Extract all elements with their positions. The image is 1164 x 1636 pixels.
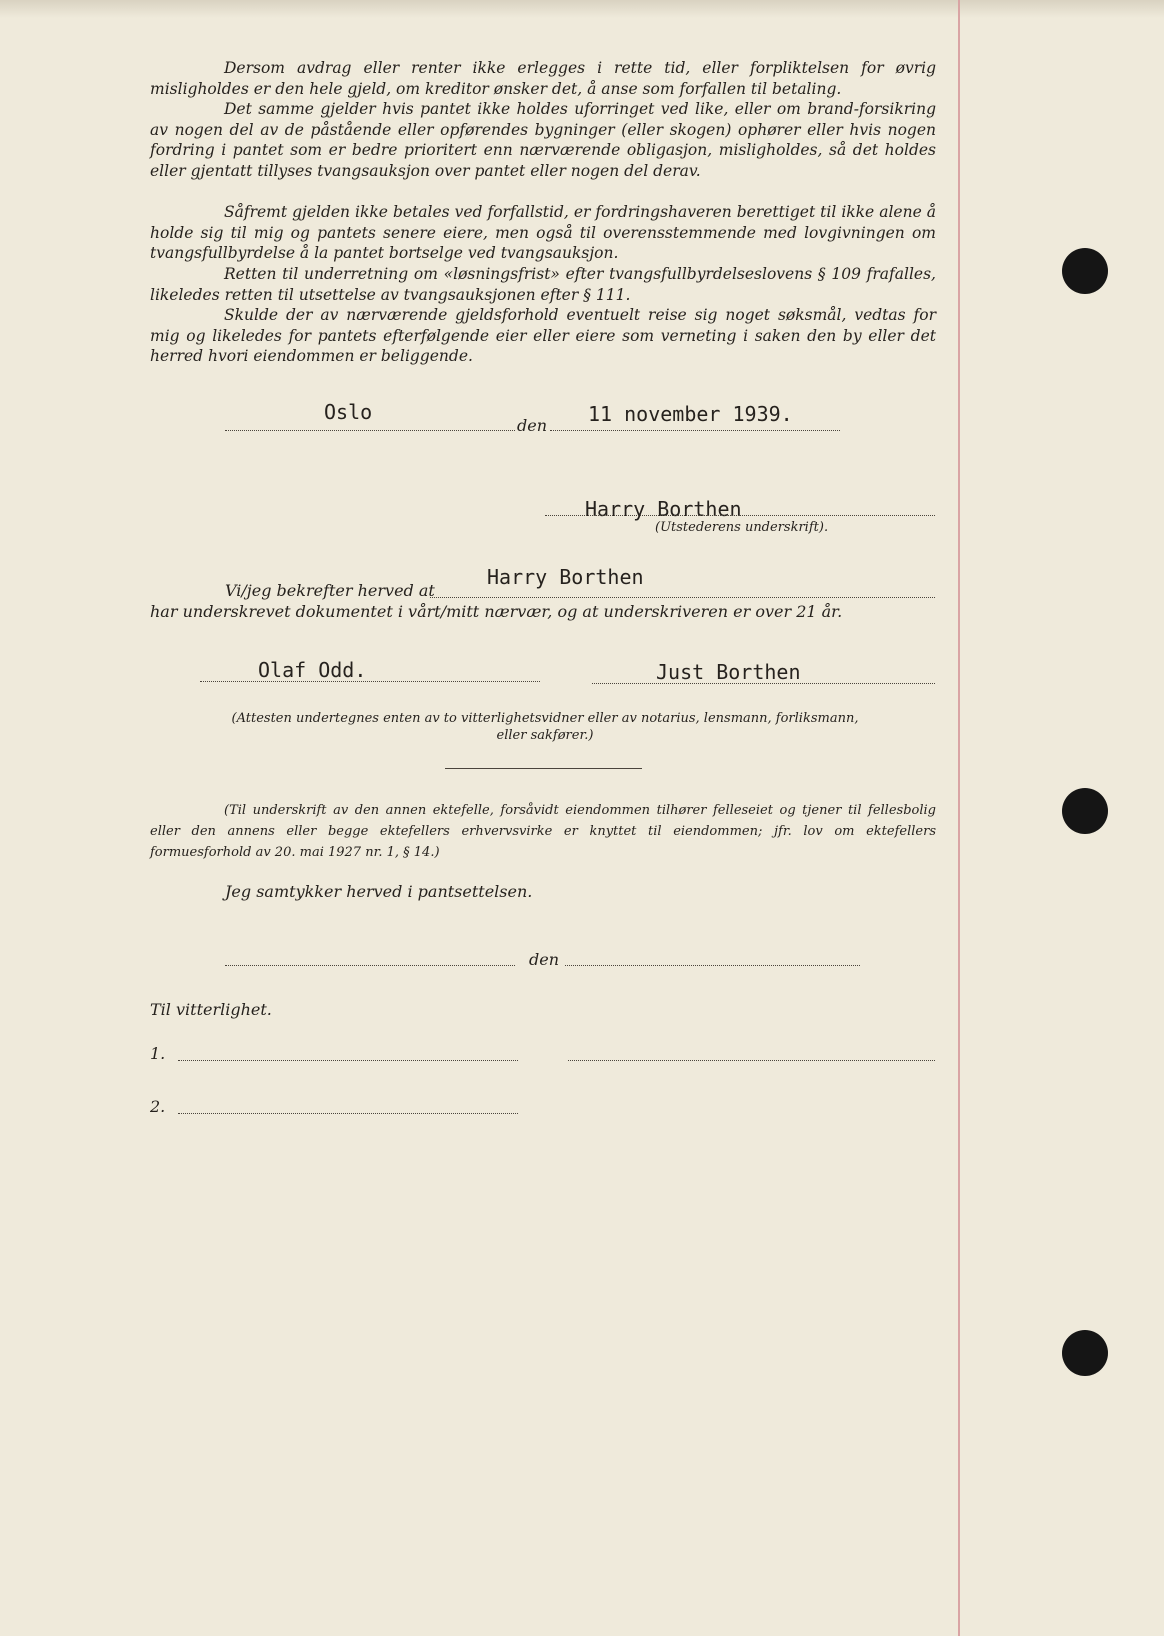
place-line: [225, 430, 515, 431]
vitterlighet-line-1a: [178, 1060, 518, 1061]
punch-hole: [1062, 248, 1108, 294]
vitterlighet-line-1b: [568, 1060, 935, 1061]
paragraph-notice: Retten til underretning om «løsningsfrist» efter tvangsfullbyrdelseslovens § 109 frafalles, likeledes retten til utsettelse av tvangsauksjonen efter § 111.: [150, 265, 936, 304]
confirm-name: Harry Borthen: [487, 565, 644, 589]
witness-1-signature: Olaf Odd.: [258, 658, 367, 682]
confirm-line: [430, 597, 935, 598]
paragraph-venue: Skulde der av nærværende gjeldsforhold eventuelt reise sig noget søksmål, vedtas for mig og likeledes for pantets efterfølgende eier eller eiere som verneting i saken den by eller det herred hvori eiendommen er beliggende.: [150, 306, 936, 366]
den-label: den: [517, 416, 548, 435]
witness-2-line: [592, 683, 935, 684]
divider: [445, 768, 642, 769]
vitterlighet-line-2: [178, 1113, 518, 1114]
witness-number-1: 1.: [150, 1044, 166, 1063]
paragraph-default: Dersom avdrag eller renter ikke erlegges i rette tid, eller forpliktelsen for øvrig misligholdes er den hele gjeld, om kreditor ønsker det, å anse som forfallen til betaling.: [150, 59, 936, 98]
page-top-edge: [0, 0, 1164, 18]
issuer-caption: (Utstederens underskrift).: [655, 520, 829, 535]
paragraph-auction: Såfremt gjelden ikke betales ved forfallstid, er fordringshaveren berettiget til ikke alene å holde sig til mig og pantets senere eiere, men også til overensstemmende med lovgivningen om tvangsfullbyrdelse å la pantet bortselge ved tvangsauksjon.: [150, 203, 936, 263]
punch-hole: [1062, 1330, 1108, 1376]
issuer-signature: Harry Borthen: [585, 497, 742, 521]
date-line: [550, 430, 840, 431]
consent-date-line: [565, 965, 860, 966]
date-value: 11 november 1939.: [588, 402, 793, 426]
til-vitterlighet-label: Til vitterlighet.: [150, 1000, 272, 1019]
witness-2-signature: Just Borthen: [656, 660, 801, 684]
witness-1-line: [200, 681, 540, 682]
attest-note: (Attesten undertegnes enten av to vitterlighetsvidner eller av notarius, lensmann, forliksmann, eller sakfører.): [231, 711, 859, 743]
consent-place-line: [225, 965, 515, 966]
confirm-suffix: har underskrevet dokumentet i vårt/mitt nærvær, og at underskriveren er over 21 år.: [150, 602, 843, 621]
witness-number-2: 2.: [150, 1097, 166, 1116]
paragraph-insurance: Det samme gjelder hvis pantet ikke holdes uforringet ved like, eller om brand-forsikring av nogen del av de påstående eller opførendes bygninger (eller skogen) ophører eller hvis nogen fordring i pantet som er bedre prioritert enn nærværende obligasjon, misligholdes, så det holdes eller gjentatt tillyses tvangsauksjon over pantet eller nogen del derav.: [150, 100, 936, 180]
spouse-note: (Til underskrift av den annen ektefelle, forsåvidt eiendommen tilhører felleseiet og tjener til fellesbolig eller den annens eller begge ektefellers erhvervsvirke er knyttet til eiendommen; jfr. lov om ektefellers formuesforhold av 20. mai 1927 nr. 1, § 14.): [150, 803, 936, 860]
issuer-signature-line: [545, 515, 935, 516]
punch-hole: [1062, 788, 1108, 834]
margin-line: [958, 0, 960, 1636]
den-label-2: den: [529, 950, 560, 969]
place-value: Oslo: [324, 400, 373, 424]
consent-text: Jeg samtykker herved i pantsettelsen.: [225, 882, 533, 901]
confirm-prefix: Vi/jeg bekrefter herved at: [225, 581, 435, 600]
